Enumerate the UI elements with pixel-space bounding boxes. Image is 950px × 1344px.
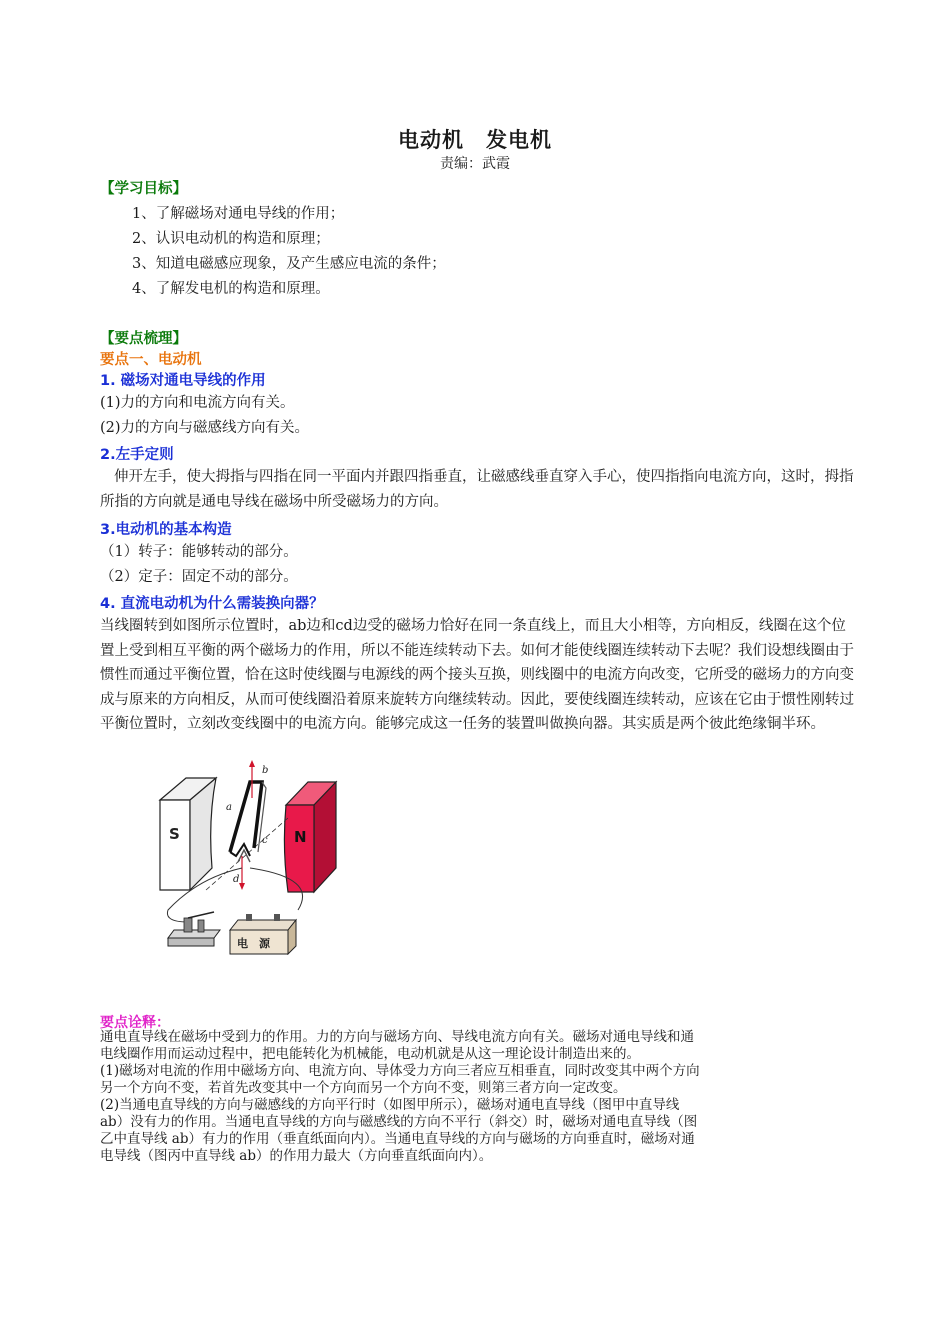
section-heading-1: 1. 磁场对通电导线的作用 [100,373,266,389]
magnet-n-label: N [294,828,307,846]
arrow-head-icon [239,883,245,890]
power-label: 电 源 [237,937,270,950]
motor-figure [158,760,358,955]
label-a: a [226,802,232,813]
label-c: c [262,835,268,846]
objective-item: 2、认识电动机的构造和原理； [132,231,330,247]
power-source [230,914,296,954]
note-line: 电导线（图丙中直导线 ab）的作用力最大（方向垂直纸面向内）。 [100,1148,493,1164]
note-line: 通电直导线在磁场中受到力的作用。力的方向与磁场方向、导线电流方向有关。磁场对通电导线和通 [100,1029,694,1045]
note-line: (1)磁场对电流的作用中磁场方向、电流方向、导体受力方向三者应互相垂直，同时改变其中两个方向 [100,1063,700,1079]
section-heading-3: 3.电动机的基本构造 [100,522,232,538]
arrow-head-icon [249,760,255,767]
point-one-heading: 要点一、电动机 [100,351,202,368]
section-1-line: (2)力的方向与磁感线方向有关。 [100,420,310,436]
rotation-axis [206,818,288,890]
left-hand-rule-text: 伸开左手，使大拇指与四指在同一平面内并跟四指垂直，让磁感线垂直穿入手心，使四指指向电流方向，这时，拇指所指的方向就是通电导线在磁场中所受磁场力的方向。 [100,469,854,510]
note-line: 乙中直导线 ab）有力的作用（垂直纸面向内）。当通电直导线的方向与磁场的方向垂直时，磁场对通 [100,1131,695,1147]
section-1-line: (1)力的方向和电流方向有关。 [100,395,295,411]
section-3-line: （1）转子：能够转动的部分。 [100,544,298,560]
editor-line: 责编：武霞 [440,156,510,172]
label-d: d [233,874,240,885]
magnet-s [160,778,216,890]
coil [230,782,266,862]
note-line: (2)当通电直导线的方向与磁感线的方向平行时（如图甲所示），磁场对通电直导线（图甲中直导线 [100,1097,680,1113]
section-3-line: （2）定子：固定不动的部分。 [100,569,298,585]
magnet-n [284,782,336,892]
magnet-s-label: S [169,825,180,843]
note-line: 另一个方向不变，若首先改变其中一个方向而另一个方向不变，则第三者方向一定改变。 [100,1080,627,1096]
commutator-text: 当线圈转到如图所示位置时，ab边和cd边受的磁场力恰好在同一条直线上，而且大小相等，方向相反，线圈在这个位置上受到相互平衡的两个磁场力的作用，所以不能连续转动下去。如何才能使线圈连续转动下去呢？我们设想线圈由于惯性而通过平衡位置，恰在这时使线圈与电源线的两个接头互换，则线圈中的电流方向改变，它所受的磁场力的方向变成与原来的方向相反，从而可使线圈沿着原来旋转方向继续转动。因此，要使线圈连续转动，应该在它由于惯性刚转过平衡位置时，立刻改变线圈中的电流方向。能够完成这一任务的装置叫做换向器。其实质是两个彼此绝缘铜半环。 [100,618,854,732]
objectives-heading: 【学习目标】 [100,180,187,197]
note-line: 电线圈作用而运动过程中，把电能转化为机械能，电动机就是从这一理论设计制造出来的。 [100,1046,640,1062]
objective-item: 3、知道电磁感应现象，及产生感应电流的条件； [132,256,446,272]
section-heading-2: 2.左手定则 [100,447,174,463]
switch [168,912,220,946]
page-title: 电动机 发电机 [398,127,552,152]
summary-heading: 【要点梳理】 [100,330,187,347]
label-b: b [262,765,269,776]
objective-item: 1、了解磁场对通电导线的作用； [132,206,345,222]
notes-heading: 要点诠释： [100,1015,170,1031]
note-line: ab）没有力的作用。当通电直导线的方向与磁感线的方向不平行（斜交）时，磁场对通电直导线（图 [100,1114,698,1130]
objective-item: 4、了解发电机的构造和原理。 [132,281,330,297]
section-heading-4: 4. 直流电动机为什么需装换向器？ [100,596,324,612]
